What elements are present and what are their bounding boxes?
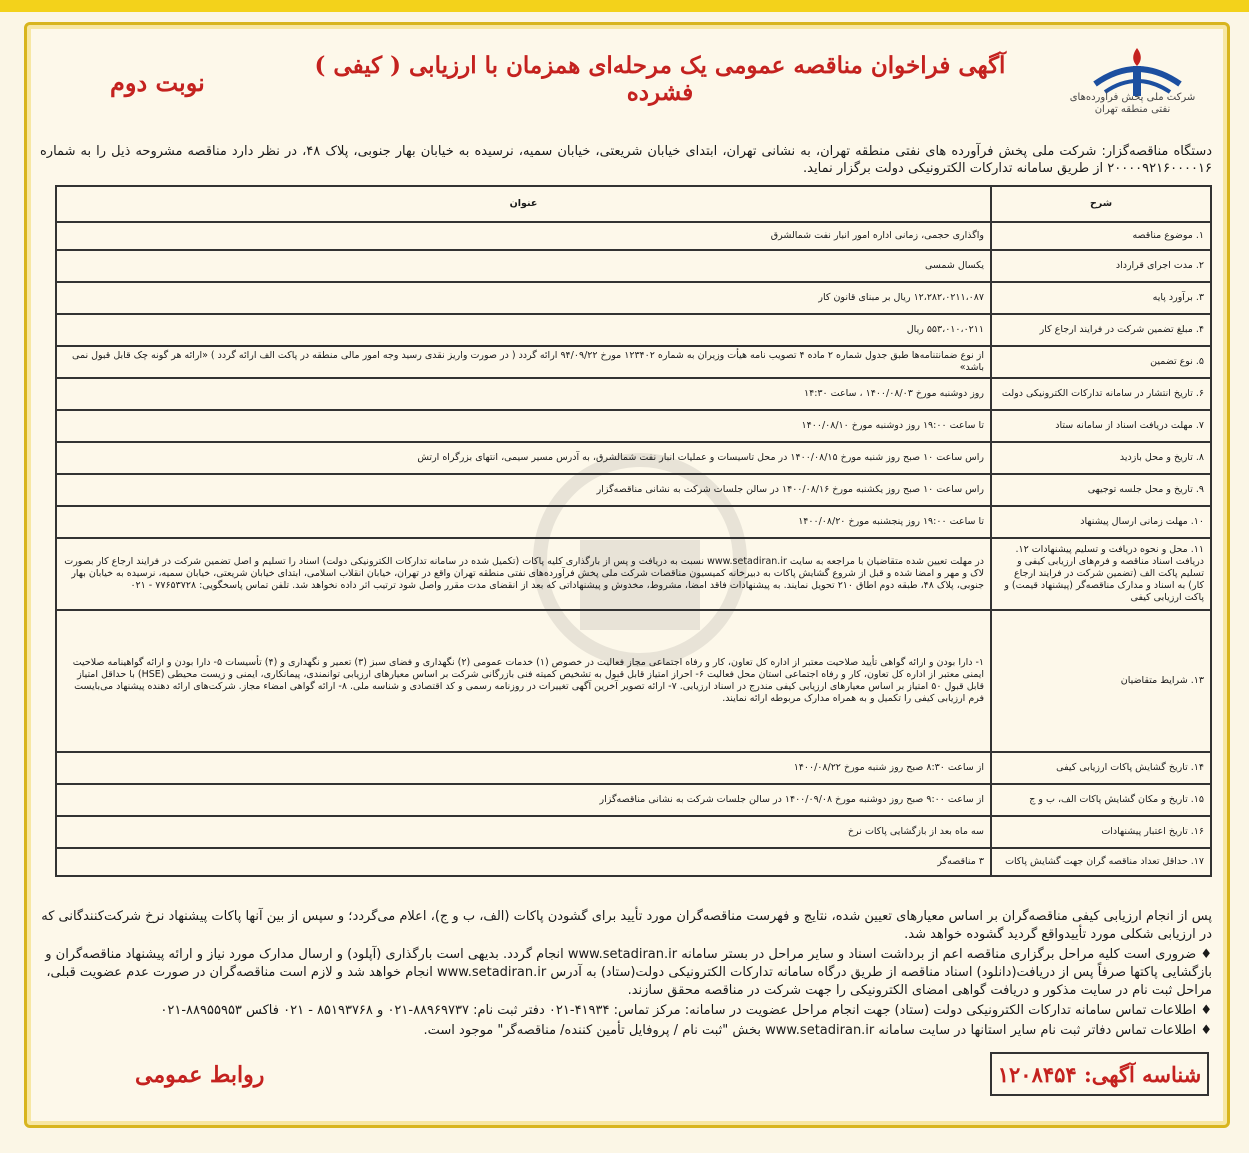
footer-paragraph-1: پس از انجام ارزیابی کیفی مناقصه‌گران بر اساس معیارهای تعیین شده، نتایج و فهرست مناقصه‌گران مورد تأیید برای گشودن پاکات (الف، ب و ج)، اعلام می‌گردد؛ و سپس از بین آنها پاکات پیشنهاد نرخ شرکت‌کنندگانی که در ارزیابی شکلی مورد تأییدواقع گردید گشوده خواهد شد. bbox=[41, 909, 1212, 942]
row-value: سه ماه بعد از بازگشایی پاکات نرخ bbox=[56, 816, 991, 848]
ad-title: آگهی فراخوان مناقصه عمومی یک مرحله‌ای همزمان با ارزیابی ( کیفی ) فشرده bbox=[314, 52, 1006, 106]
row-value: ۱- دارا بودن و ارائه گواهی تأیید صلاحیت معتبر از اداره کل تعاون، کار و رفاه اجتماعی مجاز فعالیت در خصوص (۱) خدمات عمومی (۲) نگهداری و فضای سبز (۳) تعمیر و نگهداری و (۴) تأسیسات ۵- دارا بودن و ارائه گواهینامه صلاحیت ایمنی معتبر از اداره کل تعاون، کار و رفاه اجتماعی استان محل فعالیت ۶- احراز امتیاز قابل قبول به تشخیص کمیته فنی بازرگانی شرکت بر اساس معیارهای ارزیابی توانمندی، پیمانکاری، ایمنی و زیست محیطی (HSE) با حداقل امتیاز قابل قبول ۵۰ امتیاز بر اساس معیارهای ارزیابی کیفی مندرج در اسناد ارزیابی. ۷- ارائه تصویر آخرین آگهی تغییرات در روزنامه رسمی و کد اقتصادی و شناسه ملی. ۸- ارائه گواهی امضاء مجاز. شرکت‌های ارائه دهنده پیشنهاد می‌بایست فرم ارزیابی کیفی را تکمیل و به همراه مدارک مربوطه ارائه نمایند. bbox=[56, 610, 991, 752]
ad-id-box: شناسه آگهی: ۱۲۰۸۴۵۴ bbox=[990, 1052, 1209, 1096]
table-row bbox=[56, 474, 1211, 506]
table-row bbox=[56, 752, 1211, 784]
table-row bbox=[56, 410, 1211, 442]
row-value: از نوع ضمانتنامه‌ها طبق جدول شماره ۲ ماده ۴ تصویب نامه هیأت وزیران به شماره ۱۲۳۴۰۲ مورخ ۹۴/۰۹/۲۲ ارائه گردد ( در صورت واریز نقدی رسید وجه امور مالی منطقه در پاکت الف ارائه گردد ) «ارائه هر گونه چک قابل قبول نمی باشد» bbox=[56, 346, 991, 378]
table-row bbox=[56, 222, 1211, 250]
row-label: ۲. مدت اجرای قرارداد bbox=[991, 250, 1211, 282]
row-value: تا ساعت ۱۹:۰۰ روز پنجشنبه مورخ ۱۴۰۰/۰۸/۲۰ bbox=[56, 506, 991, 538]
row-value: در مهلت تعیین شده متقاضیان با مراجعه به سایت www.setadiran.ir نسبت به دریافت و پس از بارگذاری کلیه پاکات (تکمیل شده در سامانه تدارکات الکترونیکی دولت) اسناد را تسلیم و اصل تضمین شرکت در فرایند ارجاع کار بصورت لاک و مهر و امضا شده و قبل از شروع گشایش پاکات به دبیرخانه کمیسیون مناقصات شرکت ملی پخش فرآورده‌های نفتی منطقه تهران واقع در تهران، خیابان انقلاب اسلامی، ابتدای خیابان شریعتی، خیابان سمیه، نرسیده به خیابان بهار جنوبی، پلاک ۴۸، طبقه دوم اطاق ۲۱۰ تحویل نمایند. به پیشنهادات فاقد امضا، مشروط، مخدوش و پیشنهاداتی که بعد از انقضای مدت مقرر واصل شود ترتیب اثر داده نخواهد شد. تلفن تماس پاسخگویی: ۷۷۶۵۳۷۲۸ - ۰۲۱ bbox=[56, 538, 991, 610]
row-value: از ساعت ۸:۳۰ صبح روز شنبه مورخ ۱۴۰۰/۰۸/۲۲ bbox=[56, 752, 991, 784]
row-label: ۸. تاریخ و محل بازدید bbox=[991, 442, 1211, 474]
row-label: ۷. مهلت دریافت اسناد از سامانه ستاد bbox=[991, 410, 1211, 442]
table-row bbox=[56, 314, 1211, 346]
row-value: ۳ مناقصه‌گر bbox=[56, 848, 991, 876]
public-relations-signature: روابط عمومی bbox=[135, 1062, 265, 1088]
row-label: ۱۷. حداقل تعداد مناقصه گران جهت گشایش پاکات bbox=[991, 848, 1211, 876]
round-label: نوبت دوم bbox=[110, 68, 205, 97]
header-label-cell: شرح bbox=[991, 186, 1211, 222]
row-value: ۵۵۳،۰۱۰،۰۲۱۱ ریال bbox=[56, 314, 991, 346]
row-label: ۴. مبلغ تضمین شرکت در فرایند ارجاع کار bbox=[991, 314, 1211, 346]
footer-paragraph-2: ♦ ضروری است کلیه مراحل برگزاری مناقصه اعم از برداشت اسناد و سایر مراحل در بستر سامانه www.setadiran.ir انجام گردد. بدیهی است بارگذاری (آپلود) و ارسال مدارک مورد نیاز و ارائه پیشنهاد مناقصه‌گران و بازگشایی پاکتها صرفاً پس از دریافت(دانلود) اسناد مناقصه از طریق درگاه سامانه تدارکات الکترونیکی دولت(ستاد) به آدرس www.setadiran.ir انجام خواهد شد و لازم است مناقصه‌گران در صورت عدم عضویت قبلی، مراحل ثبت نام در سایت مذکور و دریافت گواهی امضای الکترونیکی را جهت شرکت در مناقصه محقق سازند. bbox=[45, 947, 1212, 998]
table-row bbox=[56, 282, 1211, 314]
row-label: ۱. موضوع مناقصه bbox=[991, 222, 1211, 250]
footer-notes bbox=[40, 908, 1212, 1042]
row-value: واگذاری حجمی، زمانی اداره امور انبار نفت شمالشرق bbox=[56, 222, 991, 250]
row-value: یکسال شمسی bbox=[56, 250, 991, 282]
row-label: ۱۰. مهلت زمانی ارسال پیشنهاد bbox=[991, 506, 1211, 538]
logo-caption: شرکت ملی پخش فرآورده‌های نفتی منطقه تهران bbox=[1069, 92, 1196, 115]
row-label: ۱۴. تاریخ گشایش پاکات ارزیابی کیفی bbox=[991, 752, 1211, 784]
row-value: از ساعت ۹:۰۰ صبح روز دوشنبه مورخ ۱۴۰۰/۰۹/۰۸ در سالن جلسات شرکت به نشانی مناقصه‌گزار bbox=[56, 784, 991, 816]
row-value: تا ساعت ۱۹:۰۰ روز دوشنبه مورخ ۱۴۰۰/۰۸/۱۰ bbox=[56, 410, 991, 442]
table-row bbox=[56, 784, 1211, 816]
footer-paragraph-3: ♦ اطلاعات تماس سامانه تدارکات الکترونیکی دولت (ستاد) جهت انجام مراحل عضویت در سامانه: مرکز تماس: ۴۱۹۳۴-۰۲۱ دفتر ثبت نام: ۸۸۹۶۹۷۳۷-۰۲۱ و ۸۵۱۹۳۷۶۸ - ۰۲۱ فاکس ۸۸۹۵۵۹۵۳-۰۲۱ bbox=[160, 1003, 1212, 1018]
table-header-row bbox=[56, 186, 1211, 222]
tender-table bbox=[55, 185, 1212, 877]
row-label: ۱۳. شرایط متقاضیان bbox=[991, 610, 1211, 752]
row-label: ۱۵. تاریخ و مکان گشایش پاکات الف، ب و ج bbox=[991, 784, 1211, 816]
row-label: ۶. تاریخ انتشار در سامانه تدارکات الکترونیکی دولت bbox=[991, 378, 1211, 410]
table-row bbox=[56, 346, 1211, 378]
row-value: روز دوشنبه مورخ ۱۴۰۰/۰۸/۰۳ ، ساعت ۱۴:۳۰ bbox=[56, 378, 991, 410]
table-row bbox=[56, 848, 1211, 876]
row-label: ۱۱. محل و نحوه دریافت و تسلیم پیشنهادات ۱۲. دریافت اسناد مناقصه و فرم‌های ارزیابی کیفی و تسلیم پاکت الف (تضمین شرکت در فرایند ارجاع کار) به اسناد و مدارک مناقصه‌گر (پیشنهاد قیمت) و پاکت ارزیابی کیفی bbox=[991, 538, 1211, 610]
table-row bbox=[56, 378, 1211, 410]
top-color-band bbox=[0, 0, 1249, 12]
intro-paragraph: دستگاه مناقصه‌گزار: شرکت ملی پخش فرآورده های نفتی منطقه تهران، به نشانی تهران، ابتدای خیابان شریعتی، خیابان سمیه، نرسیده به خیابان بهار جنوبی، پلاک ۴۸، در نظر دارد مناقصه مشروحه ذیل را به شماره ۲۰۰۰۰۹۲۱۶۰۰۰۰۱۶ از طریق سامانه تدارکات الکترونیکی دولت برگزار نماید. bbox=[40, 144, 1212, 176]
row-value: ۱۲،۲۸۲،۰۲۱۱،۰۸۷ ریال بر مبنای قانون کار bbox=[56, 282, 991, 314]
table-row bbox=[56, 610, 1211, 752]
table-row bbox=[56, 816, 1211, 848]
row-label: ۵. نوع تضمین bbox=[991, 346, 1211, 378]
row-value: راس ساعت ۱۰ صبح روز یکشنبه مورخ ۱۴۰۰/۰۸/۱۶ در سالن جلسات شرکت به نشانی مناقصه‌گزار bbox=[56, 474, 991, 506]
row-label: ۱۶. تاریخ اعتبار پیشنهادات bbox=[991, 816, 1211, 848]
table-row bbox=[56, 250, 1211, 282]
table-row bbox=[56, 538, 1211, 610]
row-value: راس ساعت ۱۰ صبح روز شنبه مورخ ۱۴۰۰/۰۸/۱۵ در محل تاسیسات و عملیات انبار نفت شمالشرق، به آدرس مسیر سیمی، انتهای بزرگراه ارتش bbox=[56, 442, 991, 474]
table-row bbox=[56, 442, 1211, 474]
row-label: ۳. برآورد پایه bbox=[991, 282, 1211, 314]
header-value-cell: عنوان bbox=[56, 186, 991, 222]
footer-paragraph-4: ♦ اطلاعات تماس دفاتر ثبت نام سایر استانها در سایت سامانه www.setadiran.ir بخش "ثبت نام / پروفایل تأمین کننده/ مناقصه‌گر" موجود است. bbox=[423, 1023, 1212, 1038]
table-row bbox=[56, 506, 1211, 538]
row-label: ۹. تاریخ و محل جلسه توجیهی bbox=[991, 474, 1211, 506]
